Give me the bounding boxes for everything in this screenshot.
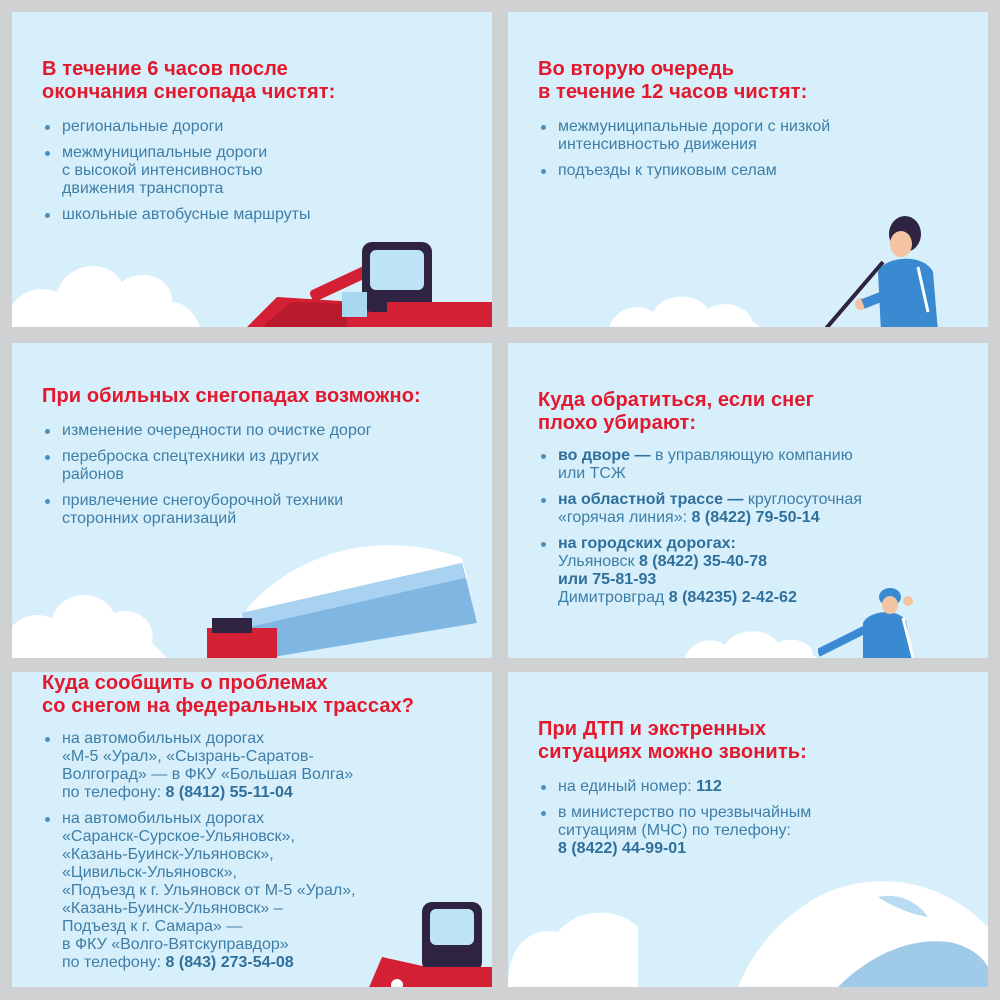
text-line: региональные дороги bbox=[62, 118, 224, 135]
phone-number: или 75-81-93 bbox=[558, 571, 657, 588]
text-line: «горячая линия»: bbox=[558, 509, 692, 526]
phone-number: 112 bbox=[696, 778, 722, 795]
text-line: по телефону: bbox=[62, 954, 166, 971]
list-item bbox=[538, 447, 968, 483]
card-title bbox=[42, 58, 472, 104]
text-line: на областной трассе — bbox=[558, 491, 744, 508]
text-line: сторонних организаций bbox=[62, 510, 237, 527]
card-title bbox=[538, 718, 968, 764]
text-line: При обильных снегопадах возможно: bbox=[42, 385, 421, 407]
text-line: в управляющую компанию bbox=[650, 447, 853, 464]
text-line: Во вторую очередь bbox=[538, 58, 735, 80]
text-line: школьные автобусные маршруты bbox=[62, 206, 311, 223]
card-content bbox=[538, 389, 968, 615]
card-emergency bbox=[508, 672, 988, 987]
list-item bbox=[42, 118, 472, 136]
cloud-decoration bbox=[12, 237, 202, 327]
list-item bbox=[42, 144, 472, 198]
card-federal-roads bbox=[12, 672, 492, 987]
text-line: При ДТП и экстренных bbox=[538, 718, 767, 740]
text-line: Волгоград» — в ФКУ «Большая Волга» bbox=[62, 766, 354, 783]
card-content bbox=[42, 58, 472, 232]
list-item bbox=[42, 492, 472, 528]
text-line: в министерство по чрезвычайным bbox=[558, 804, 812, 821]
card-content bbox=[538, 718, 968, 866]
text-line: межмуниципальные дороги с низкой bbox=[558, 118, 831, 135]
list-item bbox=[42, 810, 472, 972]
bullet-list bbox=[538, 778, 968, 858]
card-title bbox=[42, 385, 472, 408]
text-line: круглосуточная bbox=[743, 491, 862, 508]
list-item bbox=[42, 730, 472, 802]
text-line: районов bbox=[62, 466, 124, 483]
text-line: на городских дорогах: bbox=[558, 535, 736, 552]
text-line: Ульяновск bbox=[558, 553, 639, 570]
text-line: в течение 12 часов чистят: bbox=[538, 81, 808, 103]
text-line: со снегом на федеральных трассах? bbox=[42, 695, 415, 717]
bullet-list bbox=[42, 730, 472, 972]
list-item bbox=[42, 448, 472, 484]
phone-number: 8 (8422) 79-50-14 bbox=[691, 509, 820, 526]
list-item bbox=[538, 778, 968, 796]
text-line: В течение 6 часов после bbox=[42, 58, 288, 80]
card-content bbox=[42, 385, 472, 536]
phone-number: 8 (84235) 2-42-62 bbox=[668, 589, 797, 606]
text-line: Димитровград bbox=[558, 589, 669, 606]
dump-truck-illustration bbox=[207, 533, 492, 658]
text-line: «М-5 «Урал», «Сызрань-Саратов- bbox=[62, 748, 314, 765]
bullet-list bbox=[42, 118, 472, 224]
list-item bbox=[538, 162, 968, 180]
text-line: интенсивностью движения bbox=[558, 136, 757, 153]
text-line: с высокой интенсивностью bbox=[62, 162, 263, 179]
text-line: переброска спецтехники из других bbox=[62, 448, 319, 465]
text-line: «Казань-Буинск-Ульяновск», bbox=[62, 846, 274, 863]
text-line: в ФКУ «Волго-Вятскуправдор» bbox=[62, 936, 289, 953]
text-line: на единый номер: bbox=[558, 778, 697, 795]
bullet-list bbox=[42, 422, 472, 528]
text-line: подъезды к тупиковым селам bbox=[558, 162, 777, 179]
text-line: окончания снегопада чистят: bbox=[42, 81, 336, 103]
cloud-decoration bbox=[12, 568, 172, 658]
worker-shovel-illustration bbox=[813, 212, 943, 327]
text-line: межмуниципальные дороги bbox=[62, 144, 268, 161]
text-line: ситуациям (МЧС) по телефону: bbox=[558, 822, 791, 839]
text-line: на автомобильных дорогах bbox=[62, 730, 265, 747]
text-line: плохо убирают: bbox=[538, 412, 697, 434]
text-line: на автомобильных дорогах bbox=[62, 810, 265, 827]
bullet-list bbox=[538, 447, 968, 607]
text-line: «Подъезд к г. Ульяновск от М-5 «Урал», bbox=[62, 882, 356, 899]
text-line: во дворе — bbox=[558, 447, 651, 464]
list-item bbox=[42, 206, 472, 224]
cloud-decoration bbox=[608, 287, 768, 327]
card-heavy-snowfall bbox=[12, 343, 492, 658]
card-where-to-complain bbox=[508, 343, 988, 658]
text-line: или ТСЖ bbox=[558, 465, 626, 482]
cloud-decoration bbox=[683, 623, 823, 658]
snow-drift-decoration bbox=[508, 867, 988, 987]
card-title bbox=[538, 389, 968, 435]
snowplow-illustration bbox=[247, 232, 492, 327]
text-line: «Казань-Буинск-Ульяновск» – bbox=[62, 900, 283, 917]
card-title bbox=[538, 58, 968, 104]
list-item bbox=[42, 422, 472, 440]
text-line: Куда обратиться, если снег bbox=[538, 389, 814, 411]
phone-number: 8 (8412) 55-11-04 bbox=[165, 784, 293, 801]
text-line: по телефону: bbox=[62, 784, 166, 801]
text-line: «Саранск-Сурское-Ульяновск», bbox=[62, 828, 295, 845]
phone-number: 8 (8422) 35-40-78 bbox=[638, 553, 768, 570]
list-item bbox=[538, 535, 968, 607]
text-line: Куда сообщить о проблемах bbox=[42, 672, 328, 694]
list-item bbox=[538, 491, 968, 527]
text-line: привлечение снегоуборочной техники bbox=[62, 492, 344, 509]
list-item bbox=[538, 804, 968, 858]
text-line: движения транспорта bbox=[62, 180, 224, 197]
list-item bbox=[538, 118, 968, 154]
bullet-list bbox=[538, 118, 968, 180]
card-first-priority bbox=[12, 12, 492, 327]
text-line: изменение очередности по очистке дорог bbox=[62, 422, 372, 439]
phone-number: 8 (843) 273-54-08 bbox=[165, 954, 294, 971]
card-content bbox=[42, 672, 472, 980]
phone-number: 8 (8422) 44-99-01 bbox=[558, 840, 687, 857]
text-line: ситуациях можно звонить: bbox=[538, 741, 807, 763]
text-line: Подъезд к г. Самара» — bbox=[62, 918, 243, 935]
card-content bbox=[538, 58, 968, 188]
text-line: «Цивильск-Ульяновск», bbox=[62, 864, 237, 881]
card-second-priority bbox=[508, 12, 988, 327]
card-title bbox=[42, 672, 472, 718]
